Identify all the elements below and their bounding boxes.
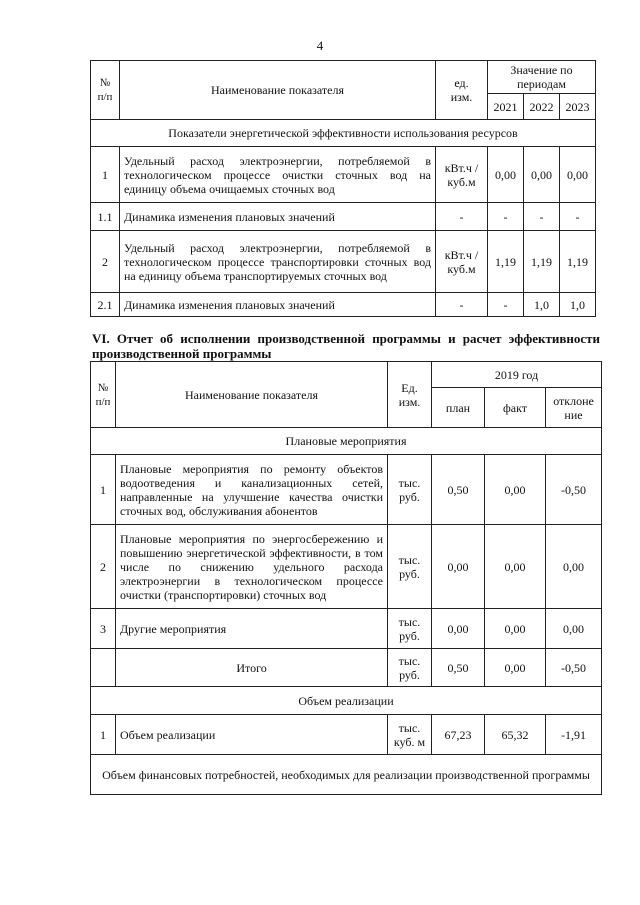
row-name: Другие мероприятия [116, 609, 388, 649]
row-deviation: -0,50 [546, 455, 602, 525]
table-row [91, 147, 596, 203]
table-header-row [91, 61, 596, 94]
row-name: Объем реализации [116, 715, 388, 755]
row-value: 0,00 [524, 147, 560, 203]
row-value: 1,19 [524, 231, 560, 293]
col-header-num: № п/п [91, 362, 116, 428]
section-title: Объем реализации [91, 687, 602, 715]
row-unit: кВт.ч / куб.м [436, 147, 488, 203]
table-row [91, 609, 602, 649]
page-number: 4 [316, 38, 324, 53]
section-row [91, 428, 602, 455]
row-plan: 0,50 [432, 455, 485, 525]
row-fact: 0,00 [485, 609, 546, 649]
row-deviation: 0,00 [546, 609, 602, 649]
table-header-row [91, 362, 602, 388]
row-value: 1,0 [560, 293, 596, 317]
table-row [91, 525, 602, 609]
row-value: 1,0 [524, 293, 560, 317]
row-name: Итого [116, 649, 388, 687]
row-unit: тыс. руб. [388, 649, 432, 687]
row-name: Удельный расход электроэнергии, потребляемой в технологическом процессе транспортировки сточных вод на единицу объема транспортируемых сточных вод [120, 231, 436, 293]
col-header-deviation: отклоне ние [546, 388, 602, 428]
row-value: 0,00 [488, 147, 524, 203]
row-deviation: 0,00 [546, 525, 602, 609]
col-header-year: 2019 год [432, 362, 602, 388]
row-unit: тыс. руб. [388, 525, 432, 609]
row-num: 1 [91, 455, 116, 525]
col-header-name: Наименование показателя [120, 61, 436, 120]
row-num: 2 [91, 525, 116, 609]
row-plan: 0,00 [432, 525, 485, 609]
col-header-periods: Значение по периодам [488, 61, 596, 94]
col-header-unit: ед. изм. [436, 61, 488, 120]
row-deviation: -1,91 [546, 715, 602, 755]
row-value: - [488, 293, 524, 317]
section-title: Показатели энергетической эффективности использования ресурсов [91, 120, 596, 147]
row-value: 1,19 [560, 231, 596, 293]
row-name: Плановые мероприятия по энергосбережению и повышению энергетической эффективности, в том числе по снижению удельного расхода электроэнергии в технологическом процессе очистки (транспортировки) сточных вод [116, 525, 388, 609]
row-fact: 65,32 [485, 715, 546, 755]
section-title: Плановые мероприятия [91, 428, 602, 455]
row-unit: кВт.ч / куб.м [436, 231, 488, 293]
row-name: Динамика изменения плановых значений [120, 293, 436, 317]
table-row [91, 293, 596, 317]
section-row [91, 120, 596, 147]
col-header-plan: план [432, 388, 485, 428]
row-fact: 0,00 [485, 525, 546, 609]
row-value: 1,19 [488, 231, 524, 293]
row-unit: тыс. руб. [388, 455, 432, 525]
row-value: - [560, 203, 596, 231]
section-heading: VI. Отчет об исполнении производственной программы и расчет эффективности производственной программы [92, 331, 600, 361]
col-header-unit: Ед. изм. [388, 362, 432, 428]
row-fact: 0,00 [485, 649, 546, 687]
row-unit: тыс. руб. [388, 609, 432, 649]
row-value: - [488, 203, 524, 231]
row-unit: - [436, 293, 488, 317]
table-row [91, 715, 602, 755]
row-value: - [524, 203, 560, 231]
row-num: 3 [91, 609, 116, 649]
production-program-report-table [90, 361, 602, 795]
row-plan: 67,23 [432, 715, 485, 755]
total-row [91, 649, 602, 687]
row-name: Динамика изменения плановых значений [120, 203, 436, 231]
energy-efficiency-table [90, 60, 596, 317]
col-header-num: № п/п [91, 61, 120, 120]
footer-text: Объем финансовых потребностей, необходимых для реализации производственной программы [91, 755, 602, 795]
col-header-year: 2023 [560, 94, 596, 120]
row-num-empty [91, 649, 116, 687]
table-row [91, 203, 596, 231]
row-num: 2 [91, 231, 120, 293]
row-num: 2.1 [91, 293, 120, 317]
row-unit: - [436, 203, 488, 231]
row-plan: 0,50 [432, 649, 485, 687]
row-name: Удельный расход электроэнергии, потребляемой в технологическом процессе очистки сточных вод на единицу объема очищаемых сточных вод [120, 147, 436, 203]
col-header-year: 2022 [524, 94, 560, 120]
row-value: 0,00 [560, 147, 596, 203]
table-row [91, 455, 602, 525]
row-num: 1 [91, 715, 116, 755]
row-deviation: -0,50 [546, 649, 602, 687]
footer-row [91, 755, 602, 795]
row-unit: тыс. куб. м [388, 715, 432, 755]
row-num: 1.1 [91, 203, 120, 231]
col-header-fact: факт [485, 388, 546, 428]
row-fact: 0,00 [485, 455, 546, 525]
col-header-year: 2021 [488, 94, 524, 120]
table-row [91, 231, 596, 293]
col-header-name: Наименование показателя [116, 362, 388, 428]
row-plan: 0,00 [432, 609, 485, 649]
row-name: Плановые мероприятия по ремонту объектов водоотведения и канализационных сетей, направленные на улучшение качества очистки сточных вод, обслуживания абонентов [116, 455, 388, 525]
section-row [91, 687, 602, 715]
row-num: 1 [91, 147, 120, 203]
